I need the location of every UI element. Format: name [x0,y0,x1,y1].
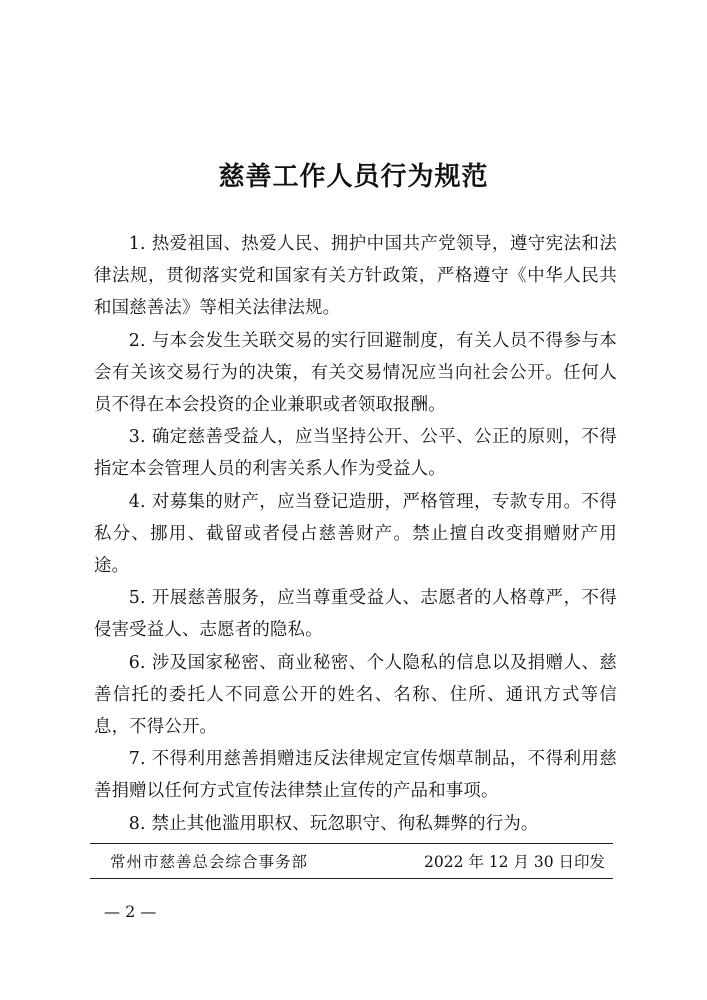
issuing-organization: 常州市慈善总会综合事务部 [110,853,309,871]
document-body [94,228,617,840]
paragraph-5: 5. 开展慈善服务，应当尊重受益人、志愿者的人格尊严，不得侵害受益人、志愿者的隐私。 [94,588,617,641]
paragraph-1: 1. 热爱祖国、热爱人民、拥护中国共产党领导，遵守宪法和法律法规，贯彻落实党和国家有关方针政策，严格遵守《中华人民共和国慈善法》等相关法律法规。 [94,234,617,319]
issue-date: 2022 年 12 月 30 日印发 [424,853,606,871]
paragraph-4: 4. 对募集的财产，应当登记造册，严格管理，专款专用。不得私分、挪用、截留或者侵占慈善财产。禁止擅自改变捐赠财产用途。 [94,491,617,577]
paragraph-8: 8. 禁止其他滥用职权、玩忽职守、徇私舞弊的行为。 [128,813,539,834]
footer-top-rule [90,843,613,844]
page-title: 慈善工作人员行为规范 [218,162,489,192]
paragraph-7: 7. 不得利用慈善捐赠违反法律规定宣传烟草制品，不得利用慈善捐赠以任何方式宣传法律禁止宣传的产品和事项。 [94,749,617,802]
paragraph-6: 6. 涉及国家秘密、商业秘密、个人隐私的信息以及捐赠人、慈善信托的委托人不同意公开的姓名、名称、住所、通讯方式等信息，不得公开。 [94,652,617,738]
paragraph-2: 2. 与本会发生关联交易的实行回避制度，有关人员不得参与本会有关该交易行为的决策，有关交易情况应当向社会公开。任何人员不得在本会投资的企业兼职或者领取报酬。 [94,330,617,416]
page-number: — 2 — [104,902,157,921]
paragraph-3: 3. 确定慈善受益人，应当坚持公开、公平、公正的原则，不得指定本会管理人员的利害关系人作为受益人。 [94,427,617,480]
footer-bottom-rule [90,878,613,879]
